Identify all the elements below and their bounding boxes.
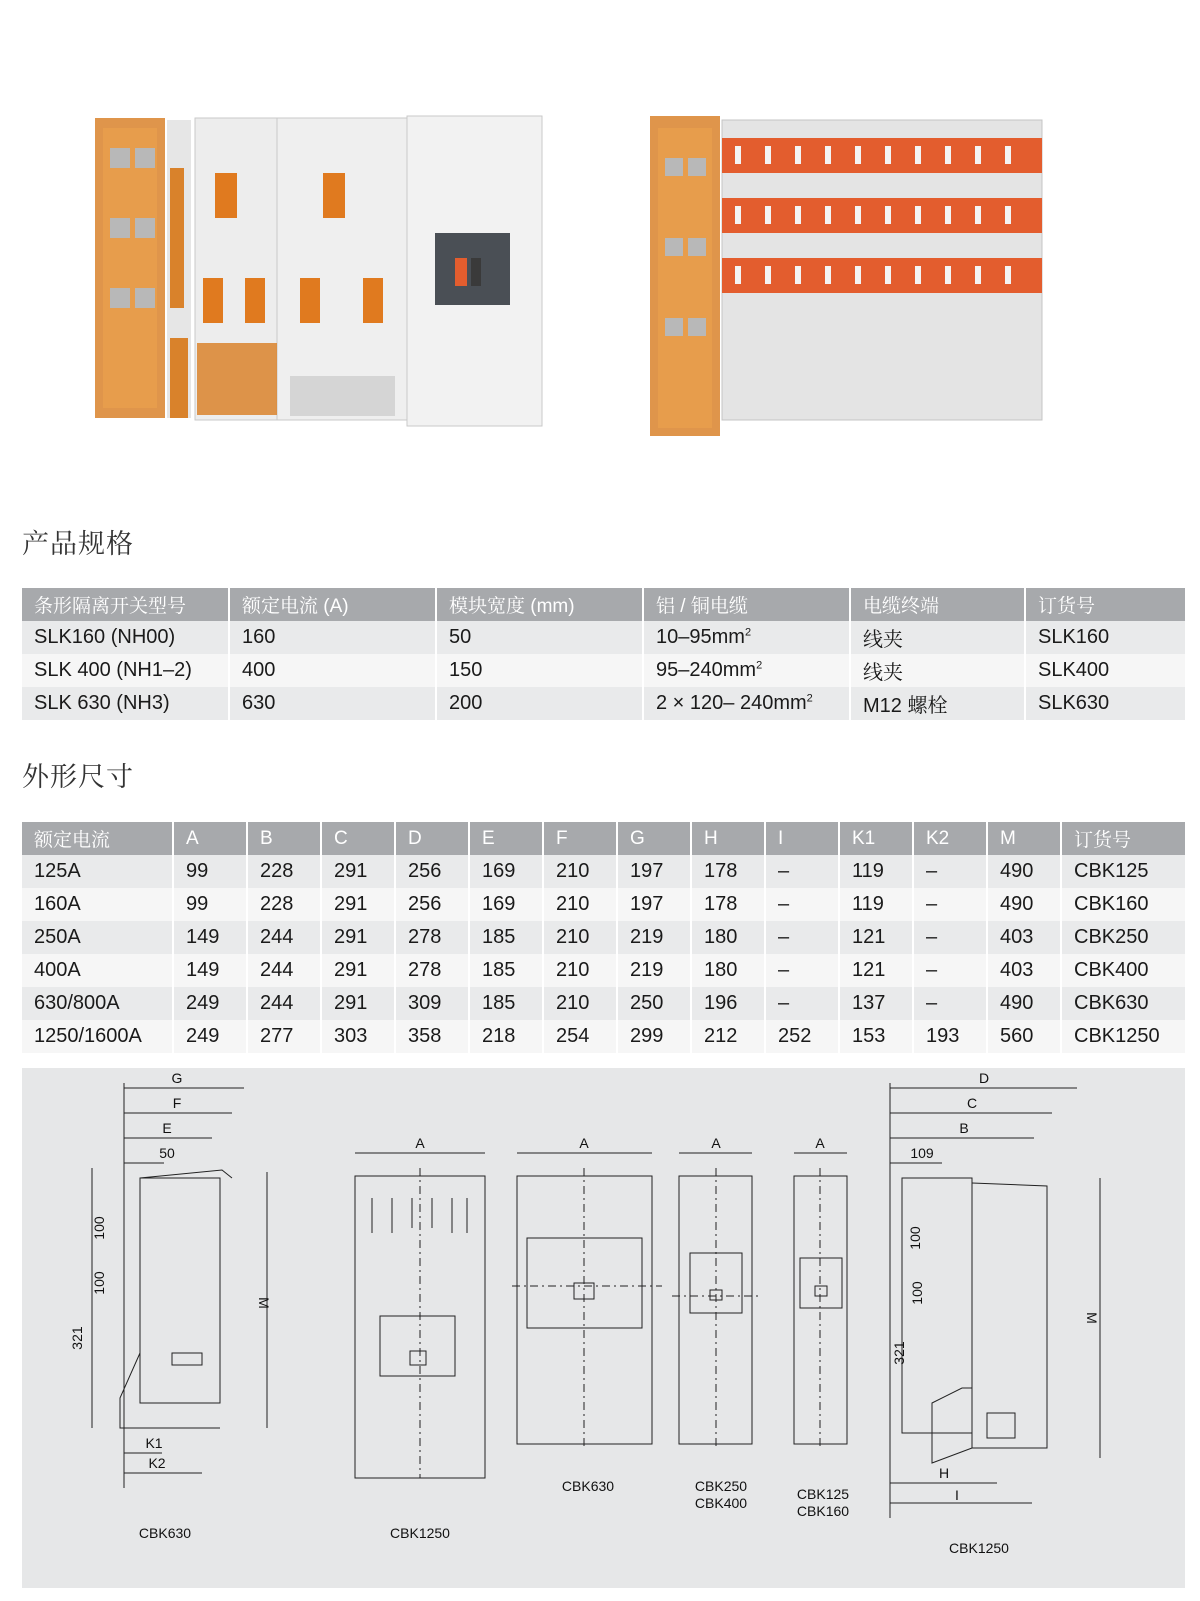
table-cell: 252 bbox=[765, 1020, 839, 1053]
table-row bbox=[22, 987, 1185, 1020]
spec-header-row bbox=[22, 588, 1185, 621]
table-cell: – bbox=[913, 888, 987, 921]
spec-table bbox=[22, 588, 1185, 720]
table-cell: CBK630 bbox=[1061, 987, 1185, 1020]
table-cell: CBK250 bbox=[1061, 921, 1185, 954]
table-cell: – bbox=[913, 855, 987, 888]
table-cell: 185 bbox=[469, 987, 543, 1020]
table-cell: 291 bbox=[321, 987, 395, 1020]
label-g: G bbox=[171, 1070, 183, 1086]
caption-cbk125: CBK125 bbox=[796, 1486, 850, 1502]
table-cell: 119 bbox=[839, 855, 913, 888]
label-h: H bbox=[938, 1465, 950, 1481]
side-view-left-drawing bbox=[92, 1083, 267, 1488]
table-cell: 210 bbox=[543, 855, 617, 888]
table-row bbox=[22, 1020, 1185, 1053]
table-cell: 212 bbox=[691, 1020, 765, 1053]
table-cell: 99 bbox=[173, 888, 247, 921]
label-m: M bbox=[256, 1297, 272, 1309]
cell-width: 50 bbox=[436, 621, 643, 654]
caption-cbk630-side: CBK630 bbox=[138, 1525, 192, 1541]
label-c: C bbox=[966, 1095, 978, 1111]
table-cell: CBK1250 bbox=[1061, 1020, 1185, 1053]
cell-terminal: 线夹 bbox=[850, 654, 1025, 687]
table-cell: – bbox=[913, 921, 987, 954]
table-cell: 169 bbox=[469, 888, 543, 921]
table-cell: – bbox=[765, 888, 839, 921]
table-cell: 193 bbox=[913, 1020, 987, 1053]
busbar-panel-illustration bbox=[650, 108, 1070, 448]
cell-terminal: 线夹 bbox=[850, 621, 1025, 654]
cell-model: SLK 400 (NH1–2) bbox=[22, 654, 229, 687]
caption-cbk1250-side: CBK1250 bbox=[949, 1540, 1009, 1556]
table-cell: 125A bbox=[22, 855, 173, 888]
table-cell: 178 bbox=[691, 888, 765, 921]
spec-header-terminal: 电缆终端 bbox=[850, 588, 1025, 621]
table-cell: 299 bbox=[617, 1020, 691, 1053]
caption-cbk400: CBK400 bbox=[694, 1495, 748, 1511]
cell-order: SLK400 bbox=[1025, 654, 1185, 687]
table-cell: 490 bbox=[987, 888, 1061, 921]
table-cell: 250A bbox=[22, 921, 173, 954]
label-e: E bbox=[162, 1120, 172, 1136]
table-row bbox=[22, 954, 1185, 987]
table-cell: 149 bbox=[173, 921, 247, 954]
table-row bbox=[22, 921, 1185, 954]
table-row bbox=[22, 888, 1185, 921]
table-cell: 291 bbox=[321, 888, 395, 921]
label-321: 321 bbox=[69, 1326, 85, 1350]
caption-cbk630-front: CBK630 bbox=[561, 1478, 615, 1494]
spec-section-title: 产品规格 bbox=[22, 529, 134, 560]
cell-cable bbox=[643, 654, 850, 687]
table-cell: 291 bbox=[321, 954, 395, 987]
table-cell: 197 bbox=[617, 855, 691, 888]
table-cell: 560 bbox=[987, 1020, 1061, 1053]
table-cell: 244 bbox=[247, 954, 321, 987]
table-cell: 400A bbox=[22, 954, 173, 987]
table-cell: 160A bbox=[22, 888, 173, 921]
caption-cbk1250-front: CBK1250 bbox=[390, 1525, 450, 1541]
label-m-right: M bbox=[1084, 1312, 1100, 1324]
cell-model: SLK 630 (NH3) bbox=[22, 687, 229, 720]
table-cell: 291 bbox=[321, 855, 395, 888]
dim-header-c: C bbox=[321, 822, 395, 855]
table-cell: 490 bbox=[987, 855, 1061, 888]
caption-cbk160: CBK160 bbox=[796, 1503, 850, 1519]
dim-header-a: A bbox=[173, 822, 247, 855]
table-cell: 303 bbox=[321, 1020, 395, 1053]
table-cell: 210 bbox=[543, 921, 617, 954]
table-cell: – bbox=[765, 954, 839, 987]
dim-header-current: 额定电流 bbox=[22, 822, 173, 855]
dimension-table-body bbox=[22, 855, 1185, 1053]
spec-header-order: 订货号 bbox=[1025, 588, 1185, 621]
table-cell: 256 bbox=[395, 855, 469, 888]
table-cell: 277 bbox=[247, 1020, 321, 1053]
front-view-cbk630-drawing bbox=[512, 1153, 662, 1448]
table-cell: 210 bbox=[543, 987, 617, 1020]
table-cell: – bbox=[765, 921, 839, 954]
table-cell: 630/800A bbox=[22, 987, 173, 1020]
table-cell: 254 bbox=[543, 1020, 617, 1053]
dim-header-b: B bbox=[247, 822, 321, 855]
table-cell: 180 bbox=[691, 921, 765, 954]
table-cell: 244 bbox=[247, 921, 321, 954]
table-cell: 185 bbox=[469, 954, 543, 987]
table-cell: 249 bbox=[173, 1020, 247, 1053]
table-cell: 278 bbox=[395, 921, 469, 954]
dim-header-k2: K2 bbox=[913, 822, 987, 855]
dim-header-d: D bbox=[395, 822, 469, 855]
label-a-630: A bbox=[579, 1135, 589, 1151]
spec-header-model: 条形隔离开关型号 bbox=[22, 588, 229, 621]
superscript: 2 bbox=[744, 626, 752, 639]
label-100-upper: 100 bbox=[91, 1216, 107, 1240]
cable-size: 2 × 120– 240mm bbox=[656, 692, 807, 714]
cell-model: SLK160 (NH00) bbox=[22, 621, 229, 654]
table-cell: – bbox=[913, 987, 987, 1020]
table-cell: 210 bbox=[543, 888, 617, 921]
table-cell: – bbox=[765, 987, 839, 1020]
table-cell: – bbox=[913, 954, 987, 987]
table-cell: 121 bbox=[839, 921, 913, 954]
label-a-1250: A bbox=[415, 1135, 425, 1151]
dimension-table bbox=[22, 822, 1185, 1053]
table-cell: 149 bbox=[173, 954, 247, 987]
dimension-section-title: 外形尺寸 bbox=[22, 762, 134, 793]
table-row bbox=[22, 621, 1185, 654]
table-cell: CBK400 bbox=[1061, 954, 1185, 987]
table-cell: CBK125 bbox=[1061, 855, 1185, 888]
cell-cable bbox=[643, 621, 850, 654]
table-cell: 218 bbox=[469, 1020, 543, 1053]
table-cell: 228 bbox=[247, 888, 321, 921]
dimension-drawings-panel bbox=[22, 1068, 1185, 1588]
table-cell: 196 bbox=[691, 987, 765, 1020]
table-cell: 403 bbox=[987, 954, 1061, 987]
table-cell: 219 bbox=[617, 954, 691, 987]
table-cell: 249 bbox=[173, 987, 247, 1020]
cell-terminal: M12 螺栓 bbox=[850, 687, 1025, 720]
label-109: 109 bbox=[910, 1145, 934, 1161]
dim-header-g: G bbox=[617, 822, 691, 855]
table-cell: 309 bbox=[395, 987, 469, 1020]
table-cell: 119 bbox=[839, 888, 913, 921]
table-row bbox=[22, 654, 1185, 687]
label-a-125: A bbox=[815, 1135, 825, 1151]
dim-header-i: I bbox=[765, 822, 839, 855]
table-cell: 99 bbox=[173, 855, 247, 888]
table-cell: 169 bbox=[469, 855, 543, 888]
dim-header-m: M bbox=[987, 822, 1061, 855]
dim-header-order: 订货号 bbox=[1061, 822, 1185, 855]
table-cell: 256 bbox=[395, 888, 469, 921]
superscript: 2 bbox=[806, 692, 813, 705]
superscript: 2 bbox=[756, 659, 763, 672]
table-cell: 403 bbox=[987, 921, 1061, 954]
label-k2: K2 bbox=[148, 1455, 166, 1471]
table-cell: 228 bbox=[247, 855, 321, 888]
spec-header-width: 模块宽度 (mm) bbox=[436, 588, 643, 621]
table-cell: 121 bbox=[839, 954, 913, 987]
table-cell: 197 bbox=[617, 888, 691, 921]
switch-module-illustration bbox=[95, 108, 565, 448]
cell-order: SLK630 bbox=[1025, 687, 1185, 720]
dim-header-f: F bbox=[543, 822, 617, 855]
label-50: 50 bbox=[159, 1145, 175, 1161]
table-row bbox=[22, 687, 1185, 720]
busbar-panel-photo bbox=[650, 108, 1070, 448]
table-cell: 185 bbox=[469, 921, 543, 954]
label-b: B bbox=[959, 1120, 969, 1136]
front-view-cbk125-160-drawing bbox=[794, 1153, 847, 1448]
label-d: D bbox=[978, 1070, 990, 1086]
cell-width: 150 bbox=[436, 654, 643, 687]
caption-cbk250: CBK250 bbox=[694, 1478, 748, 1494]
table-cell: 219 bbox=[617, 921, 691, 954]
label-k1: K1 bbox=[145, 1435, 163, 1451]
table-cell: 210 bbox=[543, 954, 617, 987]
label-f: F bbox=[172, 1095, 182, 1111]
table-cell: 490 bbox=[987, 987, 1061, 1020]
label-100-lower: 100 bbox=[91, 1271, 107, 1295]
table-cell: 250 bbox=[617, 987, 691, 1020]
table-cell: 180 bbox=[691, 954, 765, 987]
table-row bbox=[22, 855, 1185, 888]
spec-header-cable: 铝 / 铜电缆 bbox=[643, 588, 850, 621]
table-cell: 291 bbox=[321, 921, 395, 954]
label-a-250: A bbox=[711, 1135, 721, 1151]
label-100-right-upper: 100 bbox=[907, 1226, 923, 1250]
cell-current: 630 bbox=[229, 687, 436, 720]
table-cell: – bbox=[765, 855, 839, 888]
table-cell: CBK160 bbox=[1061, 888, 1185, 921]
table-cell: 153 bbox=[839, 1020, 913, 1053]
table-cell: 244 bbox=[247, 987, 321, 1020]
spec-header-current: 额定电流 (A) bbox=[229, 588, 436, 621]
technical-drawings bbox=[22, 1068, 1185, 1588]
front-view-cbk1250-drawing bbox=[355, 1153, 485, 1478]
dim-header-e: E bbox=[469, 822, 543, 855]
dim-header-h: H bbox=[691, 822, 765, 855]
cable-size: 10–95mm bbox=[656, 626, 745, 648]
cell-width: 200 bbox=[436, 687, 643, 720]
table-cell: 278 bbox=[395, 954, 469, 987]
cell-current: 160 bbox=[229, 621, 436, 654]
cell-order: SLK160 bbox=[1025, 621, 1185, 654]
label-i: I bbox=[955, 1487, 959, 1503]
dim-header-row bbox=[22, 822, 1185, 855]
table-cell: 178 bbox=[691, 855, 765, 888]
switch-module-photo bbox=[95, 108, 565, 448]
table-cell: 1250/1600A bbox=[22, 1020, 173, 1053]
dim-header-k1: K1 bbox=[839, 822, 913, 855]
table-cell: 358 bbox=[395, 1020, 469, 1053]
label-100-right-lower: 100 bbox=[909, 1281, 925, 1305]
label-321-right: 321 bbox=[891, 1341, 907, 1365]
cable-size: 95–240mm bbox=[656, 659, 757, 681]
table-cell: 137 bbox=[839, 987, 913, 1020]
front-view-cbk250-400-drawing bbox=[672, 1153, 762, 1448]
cell-cable bbox=[643, 687, 850, 720]
cell-current: 400 bbox=[229, 654, 436, 687]
